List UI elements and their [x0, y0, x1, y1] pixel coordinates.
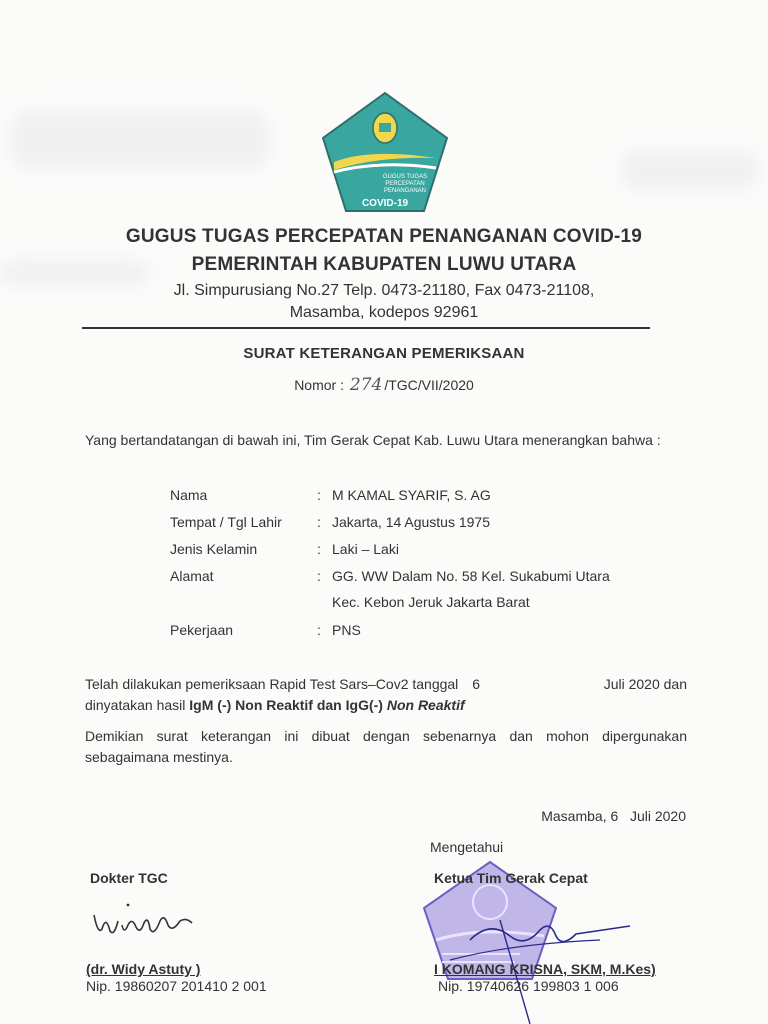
gugus-tugas-logo-icon	[320, 90, 450, 215]
letterhead-address-1: Jl. Simpurusiang No.27 Telp. 0473-21180, Fax 0473-21108,	[173, 282, 595, 299]
right-signer-nip: Nip. 19740626 199803 1 006	[438, 978, 619, 994]
result-paragraph	[85, 674, 687, 716]
logo-line-3: PENANGANAN	[383, 188, 427, 194]
field-colon: :	[317, 622, 321, 638]
right-signer-name: I KOMANG KRISNA, SKM, M.Kes)	[434, 961, 656, 977]
field-label-alamat: Alamat	[170, 568, 214, 584]
result-day: 6	[472, 676, 481, 692]
place-date	[541, 808, 686, 824]
intro-paragraph: Yang bertandatangan di bawah ini, Tim Gerak Cepat Kab. Luwu Utara menerangkan bahwa :	[85, 432, 661, 448]
field-value-alamat-2: Kec. Kebon Jeruk Jakarta Barat	[332, 594, 530, 610]
field-colon: :	[317, 541, 321, 557]
field-colon: :	[317, 514, 321, 530]
letterhead-address-2: Masamba, kodepos 92961	[289, 304, 479, 321]
mengetahui-label: Mengetahui	[430, 839, 504, 855]
field-value-jenis-kelamin: Laki – Laki	[332, 541, 399, 557]
field-colon: :	[317, 568, 321, 584]
nomor-prefix: Nomor :	[294, 377, 344, 393]
result-line-1: Telah dilakukan pemeriksaan Rapid Test Sars–Cov2 tanggal	[85, 676, 459, 692]
logo-line-1: GUGUS TUGAS	[382, 174, 428, 180]
letterhead-divider	[82, 327, 650, 329]
document-number	[0, 375, 768, 395]
result-igm: IgM (-) Non Reaktif dan IgG(-)	[189, 697, 383, 713]
left-signature-icon	[88, 895, 208, 955]
result-igg: Non Reaktif	[386, 697, 465, 713]
document-title: SURAT KETERANGAN PEMERIKSAAN	[243, 345, 525, 362]
field-label-nama: Nama	[170, 487, 208, 503]
field-value-pekerjaan: PNS	[332, 622, 361, 638]
sign-day: 6	[610, 808, 619, 824]
field-value-nama: M KAMAL SYARIF, S. AG	[332, 487, 491, 503]
letterhead-gov: PEMERINTAH KABUPATEN LUWU UTARA	[191, 254, 577, 275]
right-signer-role: Ketua Tim Gerak Cepat	[434, 870, 588, 886]
letterhead-org: GUGUS TUGAS PERCEPATAN PENANGANAN COVID-19	[125, 226, 643, 247]
field-label-pekerjaan: Pekerjaan	[170, 622, 234, 638]
left-signer-role: Dokter TGC	[90, 870, 168, 886]
field-value-ttl: Jakarta, 14 Agustus 1975	[332, 514, 490, 530]
result-month-year: Juli 2020 dan	[603, 676, 687, 692]
field-label-jenis-kelamin: Jenis Kelamin	[170, 541, 258, 557]
logo-line-2: PERCEPATAN	[385, 181, 425, 187]
nomor-handwritten: 274	[349, 375, 383, 395]
left-signer-name: (dr. Widy Astuty )	[86, 961, 201, 977]
nomor-suffix: /TGC/VII/2020	[384, 377, 474, 393]
left-signer-nip: Nip. 19860207 201410 2 001	[86, 978, 267, 994]
field-value-alamat: GG. WW Dalam No. 58 Kel. Sukabumi Utara	[332, 568, 610, 584]
closing-paragraph: Demikian surat keterangan ini dibuat dengan sebenarnya dan mohon dipergunakan sebagaimana mestinya.	[85, 728, 687, 765]
sign-place: Masamba,	[541, 808, 607, 824]
field-colon: :	[317, 487, 321, 503]
result-line-2-prefix: dinyatakan hasil	[85, 697, 186, 713]
sign-month-year: Juli 2020	[629, 808, 686, 824]
logo-badge: COVID-19	[361, 198, 409, 209]
field-label-ttl: Tempat / Tgl Lahir	[170, 514, 282, 530]
